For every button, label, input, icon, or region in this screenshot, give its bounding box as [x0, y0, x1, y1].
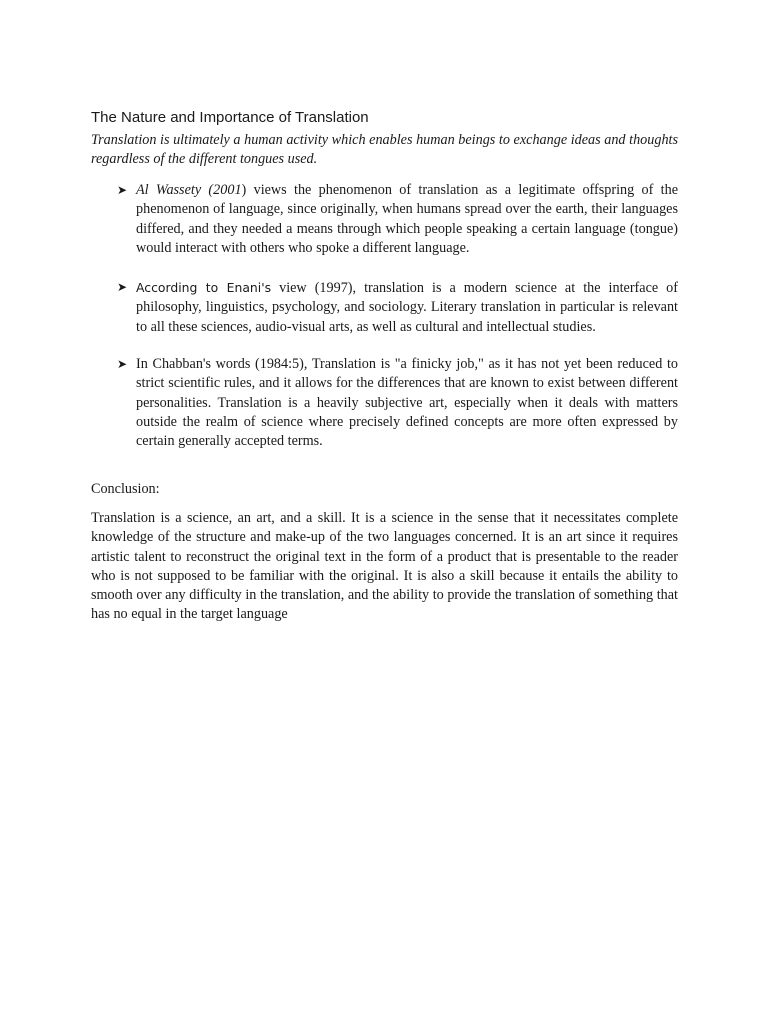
arrowhead-bullet-icon: ➤: [117, 357, 128, 371]
citation-enani: According to Enani's: [136, 280, 272, 295]
bullet-body: view (1997), translation is a modern science at the interface of philosophy, linguistics, psychology, and sociology. Literary translation in particular is relevant to all these sciences, audio-visual arts, as well as cultural and intellectual studies.: [136, 280, 679, 335]
bullet-body: views the phenomenon of translation as a legitimate offspring of the phenomenon of language, since originally, when humans spread over the earth, their languages differed, and they needed a means through which people speaking a certain language (tongue) would interact with others who spoke a different language.: [136, 182, 678, 256]
citation-close: ): [241, 182, 247, 198]
citation-al-wassety: Al Wassety (2001: [136, 182, 242, 198]
bullet-text: [136, 278, 678, 337]
conclusion-paragraph: Translation is a science, an art, and a skill. It is a science in the sense that it necessitates complete knowledge of the structure and make-up of the two languages concerned. It is an art since it requires artistic talent to reconstruct the original text in the form of a product that is presentable to the reader who is not supposed to be familiar with the original. It is also a skill because it entails the ability to smooth over any difficulty in the translation, and the ability to provide the translation of something that has no equal in the target language: [91, 510, 678, 623]
arrowhead-bullet-icon: ➤: [117, 183, 128, 197]
bullet-text: [136, 181, 678, 258]
arrowhead-bullet-icon: ➤: [117, 280, 128, 294]
bullet-text: In Chabban's words (1984:5), Translation is "a finicky job," as it has not yet been reduced to strict scientific rules, and it allows for the differences that are known to exist between different personalities. Translation is a heavily subjective art, especially when it deals with matters outside the realm of science where precisely defined concepts are more often expressed by certain generally accepted terms.: [136, 356, 678, 450]
intro-paragraph: Translation is ultimately a human activity which enables human beings to exchange ideas and thoughts regardless of the different tongues used.: [91, 132, 678, 168]
conclusion-label: Conclusion:: [91, 481, 160, 497]
section-heading: The Nature and Importance of Translation: [91, 109, 369, 126]
